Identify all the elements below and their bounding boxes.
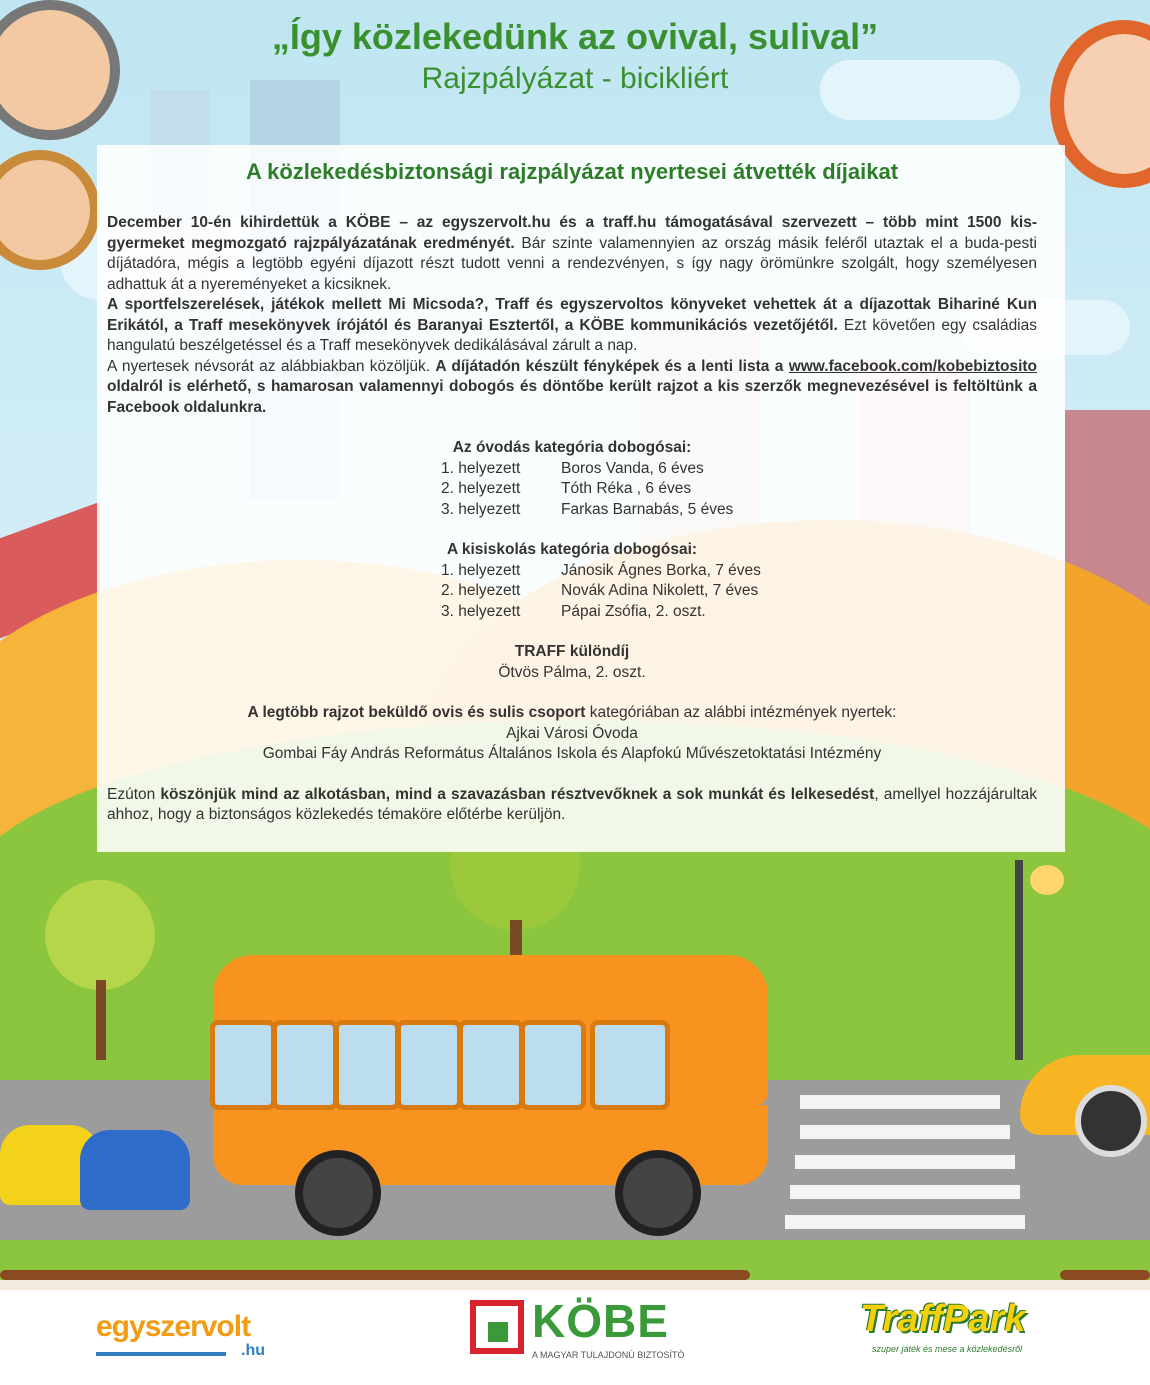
category-kisiskolas (107, 540, 1037, 622)
winner-row: 1. helyezett Boros Vanda, 6 éves (441, 459, 704, 477)
kobe-logo[interactable]: KÖBE A MAGYAR TULAJDONÚ BIZTOSÍTÓ (470, 1300, 670, 1370)
winner-row: 1. helyezett Jánosik Ágnes Borka, 7 éves (441, 561, 761, 579)
winner-row: 3. helyezett Farkas Barnabás, 5 éves (441, 500, 734, 518)
institution-1: Ajkai Városi Óvoda (506, 724, 638, 742)
winner-row: 2. helyezett Novák Adina Nikolett, 7 éves (441, 582, 759, 599)
category-title: A kisiskolás kategória dobogósai: (446, 541, 698, 558)
paragraph-2: A sportfelszerelések, játékok mellett Mi Micsoda?, Traff és egyszervoltos könyveket vehettek át a díjazottak Bihariné Kun Erikától, a Traff mesekönyvek írójától és Baranyai Esztertől, a KÖBE kommunikációs vezetőjétől. Ezt követően egy családias hangulatú beszélgetéssel és a Traff mesekönyvek dedikálásával zárult a nap. (107, 296, 1037, 354)
article-headline: A közlekedésbiztonsági rajzpályázat nyertesei átvették díjaikat (245, 159, 899, 184)
paragraph-3: A nyertesek névsorát az alábbiakban közöljük. A díjátadón készült fényképek és a lenti lista a www.facebook.com/kobebiztosito oldalról is elérhető, s hamarosan valamennyi dobogós és döntőbe került rajzot a kis szerzők megnevezésével is feltöltünk a Facebook oldalunkra. (107, 357, 1038, 416)
page-title: „Így közlekedünk az ovival, sulival” (271, 16, 879, 57)
kobe-square-icon (470, 1300, 524, 1354)
category-title: Az óvodás kategória dobogósai: (452, 439, 692, 456)
institution-2: Gombai Fáy András Református Általános Iskola és Alapfokú Művészetoktatási Intézmény (262, 745, 882, 762)
facebook-link[interactable]: www.facebook.com/kobebiztosito (788, 357, 1038, 375)
header (0, 14, 1150, 98)
thanks-paragraph: Ezúton köszönjük mind az alkotásban, mind a szavazásban résztvevőknek a sok munkát és lelkesedést, amellyel hozzájárultak ahhoz, hogy a biztonságos közlekedés témaköre előtérbe kerüljön. (107, 785, 1037, 823)
group-category: A legtöbb rajzot beküldő ovis és sulis csoport kategóriában az alábbi intézmények nyertek: Ajkai Városi Óvoda Gombai Fáy András Református Általános Iskola és Alapfokú Művészetoktatási Intézmény (107, 703, 1037, 765)
paragraph-1: December 10-én kihirdettük a KÖBE – az egyszervolt.hu és a traff.hu támogatásával szervezett – több mint 1500 kis-gyermeket megmozgató rajzpályázatának eredményét. Bár szinte valamennyien az ország másik feléről utaztak el a buda-pesti díjátadóra, mégis a legtöbb egyéni díjazott részt tudott venni a rendezvényen, s így nagy örömünkre szolgált, hogy személyesen adhattuk át a nyereményeket a kicsiknek. (107, 214, 1038, 293)
egyszervolt-logo[interactable]: egyszervolt .hu (96, 1310, 265, 1359)
article-panel (97, 145, 1065, 852)
traff-special-prize: TRAFF különdíj Ötvös Pálma, 2. oszt. (498, 643, 646, 681)
category-ovodas (107, 438, 1037, 520)
traffpark-logo[interactable]: TraffPark szuper játék és mese a közlekedésről (860, 1298, 1026, 1354)
page-subtitle: Rajzpályázat - bicikliért (421, 62, 729, 95)
winner-row: 3. helyezett Pápai Zsófia, 2. oszt. (441, 602, 706, 620)
winner-row: 2. helyezett Tóth Réka , 6 éves (441, 480, 692, 497)
